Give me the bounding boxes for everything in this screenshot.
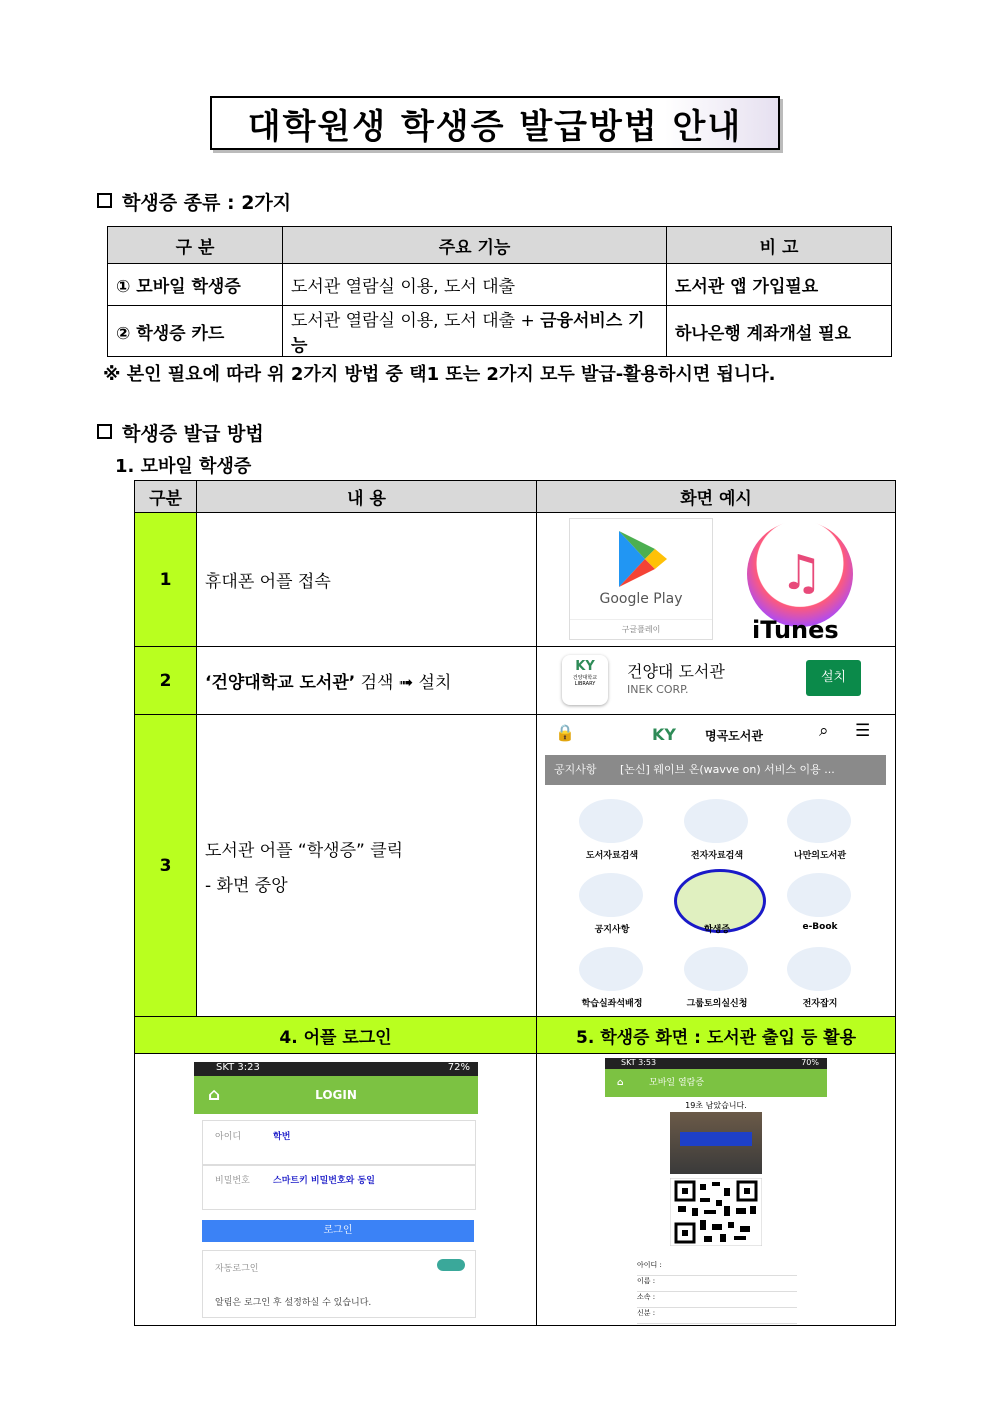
- header-content: 내 용: [197, 481, 537, 513]
- student-photo: [670, 1112, 762, 1174]
- card-types-table: [107, 226, 892, 357]
- e-magazine-icon[interactable]: [787, 947, 851, 991]
- login-button[interactable]: 로그인: [202, 1220, 474, 1242]
- google-play-card: [569, 518, 713, 640]
- header-function: 주요 기능: [283, 227, 667, 264]
- auto-login-toggle[interactable]: [437, 1259, 465, 1271]
- card-title: 모바일 열람증: [649, 1078, 705, 1088]
- card-fields: [637, 1260, 797, 1324]
- document-title-box: [210, 96, 780, 150]
- status-time: SKT 3:23: [216, 1062, 260, 1073]
- library-logo-text: 명곡도서관: [705, 729, 763, 743]
- status-time: SKT 3:53: [621, 1058, 657, 1067]
- home-icon[interactable]: ⌂: [617, 1078, 624, 1088]
- icon-label: 학습실좌석배정: [581, 999, 643, 1009]
- book-search-icon[interactable]: [579, 799, 643, 843]
- status-battery: 72%: [447, 1062, 470, 1073]
- row-function-bold: 금융서비스 기능: [291, 311, 645, 356]
- step-text-bold: ‘건양대학교 도서관’: [205, 673, 356, 693]
- app-publisher: INEK CORP.: [627, 683, 689, 696]
- icon-label: 전자자료검색: [690, 851, 744, 861]
- step-number: 2: [135, 647, 197, 715]
- auto-login-label: 자동로그인: [215, 1264, 259, 1274]
- e-resource-icon[interactable]: [684, 799, 748, 843]
- icon-label: 전자잡지: [802, 999, 838, 1009]
- search-icon[interactable]: ⌕: [819, 721, 829, 741]
- header-screen: 화면 예시: [537, 481, 896, 513]
- notice-icon[interactable]: [579, 873, 643, 917]
- row-function-text: 도서관 열람실 이용, 도서 대출: [291, 277, 516, 297]
- icon-label: 나만의도서관: [793, 851, 847, 861]
- field-name: 이름 :: [637, 1276, 797, 1292]
- itunes-icon: [747, 521, 853, 627]
- itunes-label: iTunes: [752, 616, 839, 644]
- group-room-icon[interactable]: [684, 947, 748, 991]
- google-play-sub: 구글플레이: [570, 619, 712, 635]
- login-notice: 알림은 로그인 후 설정하실 수 있습니다.: [215, 1298, 372, 1308]
- table-row: [135, 1054, 896, 1326]
- id-field[interactable]: [202, 1120, 476, 1166]
- card-header: [605, 1069, 827, 1097]
- google-play-icon: [615, 529, 669, 589]
- icon-label: 공지사항: [594, 925, 630, 935]
- section1-heading-text: 학생증 종류 : 2가지: [122, 192, 292, 214]
- library-app-icon: [562, 655, 608, 705]
- icon-label: 도서자료검색: [585, 851, 639, 861]
- section1-heading: [97, 188, 291, 215]
- student-card-screen: [537, 1054, 896, 1326]
- status-bar: [194, 1062, 478, 1076]
- step-screen: [537, 513, 896, 647]
- row-note: 하나은행 계좌개설 필요: [667, 306, 892, 357]
- qr-code-icon: [670, 1178, 762, 1246]
- step-number: 1: [135, 513, 197, 647]
- music-note-icon: ♫: [780, 545, 824, 601]
- icon-label: e-Book: [802, 922, 838, 932]
- step-screen: [537, 715, 896, 1017]
- step-text: [197, 647, 537, 715]
- table-row: [135, 647, 896, 715]
- google-play-label: Google Play: [599, 591, 683, 607]
- checkbox-square-icon: [97, 424, 112, 439]
- step-text: 휴대폰 어플 접속: [197, 513, 537, 647]
- row-function: [283, 306, 667, 357]
- notice-label: 공지사항: [554, 763, 597, 776]
- row-type: ① 모바일 학생증: [108, 264, 283, 306]
- password-label: 비밀번호: [215, 1176, 250, 1186]
- ky-logo-icon: KY: [652, 725, 676, 744]
- footnote: ※ 본인 필요에 따라 위 2가지 방법 중 택1 또는 2가지 모두 발급-활용하시면 됩니다.: [103, 364, 776, 385]
- table-row: [135, 1017, 896, 1054]
- step4-header: 4. 어플 로그인: [135, 1017, 537, 1054]
- ebook-icon[interactable]: [787, 873, 851, 917]
- header-note: 비 고: [667, 227, 892, 264]
- table-row: [108, 306, 892, 357]
- lock-icon: 🔒: [555, 723, 575, 742]
- status-bar: [605, 1058, 827, 1069]
- home-icon[interactable]: ⌂: [208, 1085, 221, 1105]
- row-function-text: 도서관 열람실 이용, 도서 대출 +: [291, 311, 541, 331]
- header-type: 구 분: [108, 227, 283, 264]
- app-name: 건양대 도서관: [627, 662, 725, 681]
- id-value: 학번: [273, 1132, 291, 1142]
- table-row: [108, 264, 892, 306]
- field-status: 신분 :: [637, 1308, 797, 1324]
- step-text-line1: 도서관 어플 “학생증” 클릭: [205, 840, 404, 861]
- install-button[interactable]: 설치: [806, 660, 861, 696]
- table-row: [135, 715, 896, 1017]
- section2-heading-text: 학생증 발급 방법: [122, 423, 264, 445]
- icon-label: 그룹토의실신청: [686, 999, 748, 1009]
- row-type: ② 학생증 카드: [108, 306, 283, 357]
- step-text: [197, 715, 537, 1017]
- step-screen: [537, 647, 896, 715]
- checkbox-square-icon: [97, 193, 112, 208]
- notice-text: [논신] 웨이브 온(wavve on) 서비스 이용 ...: [620, 763, 835, 776]
- blue-mask-band: [680, 1132, 752, 1146]
- login-screen: [135, 1054, 537, 1326]
- logo-sub2: LIBRARY: [574, 681, 596, 687]
- step-text-rest: 검색 ➟ 설치: [355, 673, 452, 693]
- seat-icon[interactable]: [579, 947, 643, 991]
- logo-sub1: 건양대학교: [572, 675, 598, 681]
- table-row: [135, 513, 896, 647]
- ky-logo-icon: KY: [575, 659, 595, 674]
- step-number: 3: [135, 715, 197, 1017]
- document-title: 대학원생 학생증 발급방법 안내: [247, 106, 743, 147]
- field-id: 아이디 :: [637, 1260, 797, 1276]
- row-function: [283, 264, 667, 306]
- id-label: 아이디: [215, 1132, 242, 1142]
- subheading: 1. 모바일 학생증: [115, 456, 252, 477]
- table-header-row: [108, 227, 892, 264]
- field-dept: 소속 :: [637, 1292, 797, 1308]
- auto-login-panel: [202, 1250, 476, 1318]
- header-step: 구분: [135, 481, 197, 513]
- password-value: 스마트키 비밀번호와 동일: [273, 1176, 375, 1186]
- password-field[interactable]: [202, 1164, 476, 1210]
- table-header-row: [135, 481, 896, 513]
- row-note: 도서관 앱 가입필요: [667, 264, 892, 306]
- status-battery: 70%: [801, 1058, 819, 1067]
- section2-heading: [97, 419, 264, 446]
- steps-table: [134, 480, 896, 1326]
- notice-bar[interactable]: [545, 755, 886, 785]
- step5-header: 5. 학생증 화면 : 도서관 출입 등 활용: [537, 1017, 896, 1054]
- icon-label: 학생증: [703, 925, 731, 935]
- timer-text: 19초 남았습니다.: [685, 1101, 747, 1110]
- login-title: LOGIN: [315, 1088, 357, 1102]
- login-header: [194, 1076, 478, 1114]
- menu-icon[interactable]: ☰: [855, 721, 871, 741]
- step-text-line2: - 화면 중앙: [205, 875, 288, 896]
- megaphone-icon[interactable]: [787, 799, 851, 843]
